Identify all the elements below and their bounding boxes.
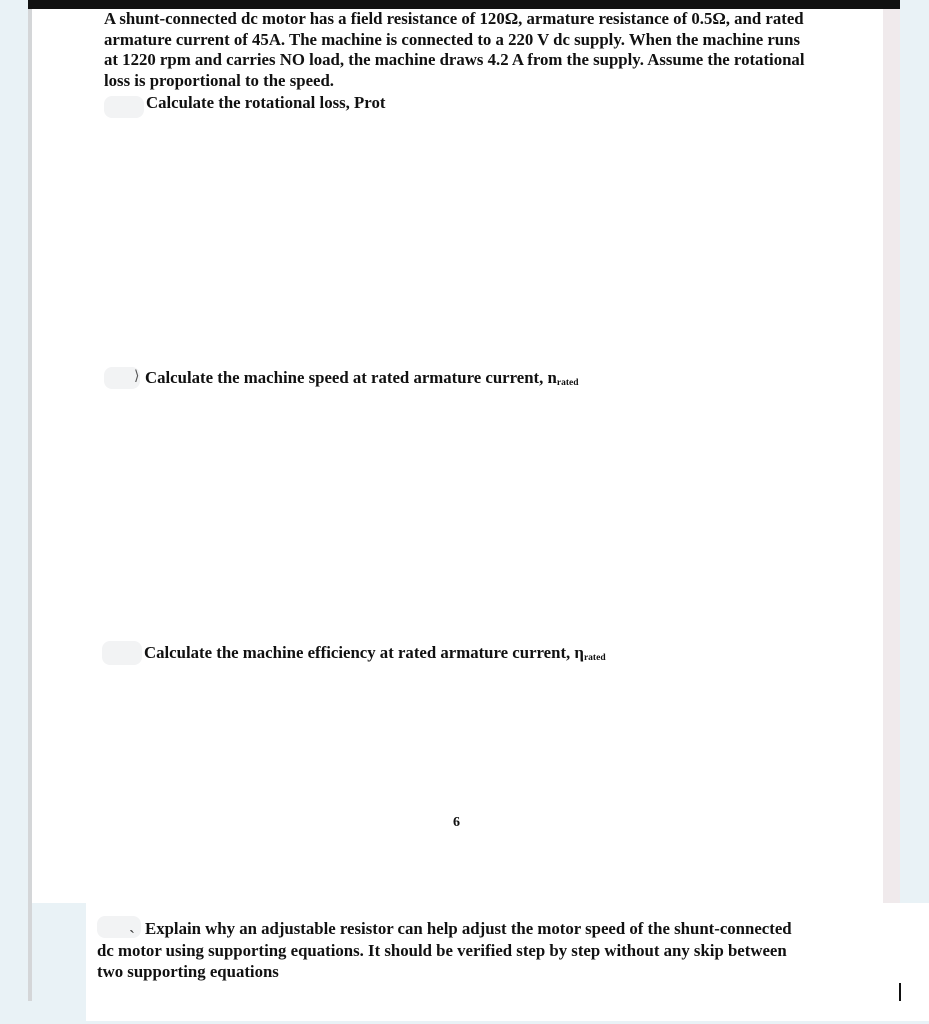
question-3-subscript: rated: [583, 653, 606, 663]
problem-line: armature current of 45A. The machine is connected to a 220 V dc supply. When the machine runs: [104, 29, 800, 49]
question-4-line: dc motor using supporting equations. It should be verified step by step without any skip between: [97, 940, 787, 960]
question-2: [145, 368, 579, 388]
page-right-edge: [883, 9, 900, 903]
question-4-line: Explain why an adjustable resistor can help adjust the motor speed of the shunt-connected: [145, 919, 792, 938]
question-4: [97, 918, 897, 983]
problem-line: at 1220 rpm and carries NO load, the machine draws 4.2 A from the supply. Assume the rotational: [104, 50, 805, 69]
question-2-mark: ⟩: [134, 369, 140, 384]
problem-line: A shunt-connected dc motor has a field resistance of 120Ω, armature resistance of 0.5Ω, and rated: [104, 9, 804, 28]
question-3: [144, 643, 606, 663]
erased-label-1: [104, 96, 144, 118]
question-2-subscript: rated: [556, 378, 579, 388]
text-cursor: [899, 983, 901, 1001]
question-4-mark: ˏ: [129, 913, 135, 933]
question-4-line: two supporting equations: [97, 962, 279, 981]
page-number: 6: [453, 815, 460, 830]
document-page-upper: [28, 0, 900, 903]
question-1: Calculate the rotational loss, Prot: [146, 93, 386, 112]
question-2-text: Calculate the machine speed at rated armature current, n: [145, 368, 557, 387]
question-3-text: Calculate the machine efficiency at rated armature current, η: [144, 643, 584, 662]
problem-line: loss is proportional to the speed.: [104, 70, 334, 90]
problem-statement: [104, 9, 864, 91]
page-left-edge: [28, 9, 32, 1001]
erased-label-3: [102, 641, 142, 665]
